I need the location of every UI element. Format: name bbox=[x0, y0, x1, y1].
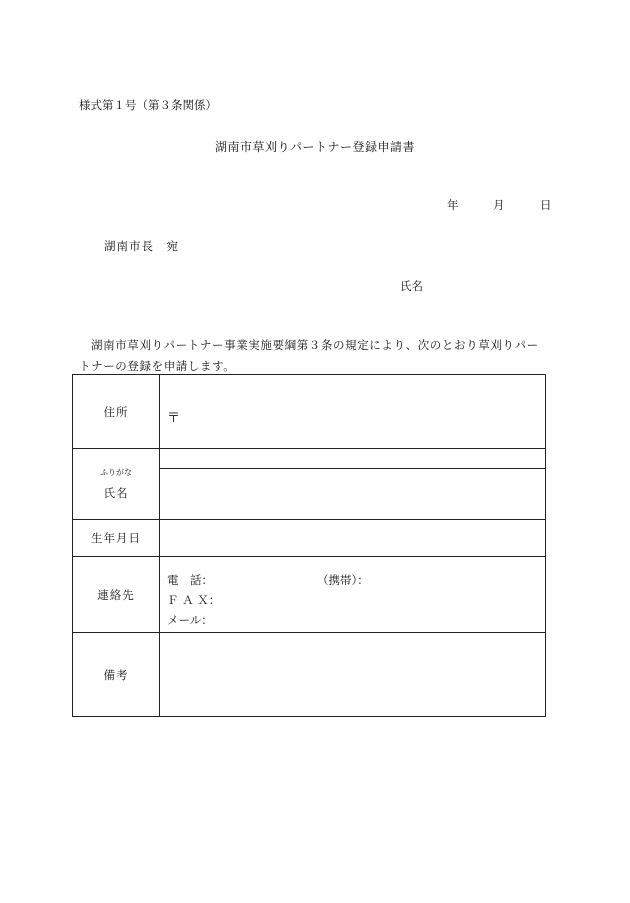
document-title: 湖南市草刈りパートナー登録申請書 bbox=[214, 140, 415, 154]
contact-label: 連絡先 bbox=[73, 557, 160, 633]
fax-label: Ｆ Ａ Ｘ： bbox=[167, 592, 221, 607]
remarks-row bbox=[73, 633, 546, 717]
address-row bbox=[73, 375, 546, 449]
name-field[interactable] bbox=[160, 469, 546, 520]
contact-row bbox=[73, 557, 546, 633]
contact-field bbox=[160, 557, 546, 633]
postal-mark: 〒 bbox=[167, 411, 181, 426]
mobile-label: （携帯）： bbox=[317, 572, 369, 587]
name-row-furigana bbox=[73, 449, 546, 469]
birthdate-field[interactable] bbox=[160, 520, 546, 557]
birthdate-row bbox=[73, 520, 546, 557]
email-line[interactable] bbox=[167, 610, 545, 630]
date-month-label: 月 bbox=[493, 198, 505, 212]
phone-line[interactable] bbox=[167, 570, 545, 590]
remarks-field[interactable] bbox=[160, 633, 546, 717]
address-label: 住所 bbox=[73, 375, 160, 449]
phone-label: 電 話： bbox=[167, 572, 213, 587]
birthdate-label: 生年月日 bbox=[73, 520, 160, 557]
date-day-label: 日 bbox=[540, 198, 552, 212]
application-statement: 湖南市草刈りパートナー事業実施要綱第３条の規定により、次のとおり草刈りパートナーの登録を申請します。 bbox=[79, 338, 539, 373]
name-label-cell bbox=[73, 449, 160, 520]
address-field[interactable] bbox=[160, 375, 546, 449]
fax-line[interactable] bbox=[167, 590, 545, 610]
addressee: 湖南市長 宛 bbox=[104, 239, 179, 253]
form-number: 様式第１号（第３条関係） bbox=[79, 98, 217, 112]
furigana-field[interactable] bbox=[160, 449, 546, 469]
date-year-label: 年 bbox=[447, 198, 459, 212]
furigana-label: ふりがな bbox=[100, 468, 132, 477]
name-label: 氏名 bbox=[103, 486, 129, 500]
email-label: メール： bbox=[167, 612, 213, 627]
application-form-table bbox=[72, 374, 546, 717]
applicant-name-label: 氏名 bbox=[400, 279, 423, 293]
remarks-label: 備考 bbox=[73, 633, 160, 717]
